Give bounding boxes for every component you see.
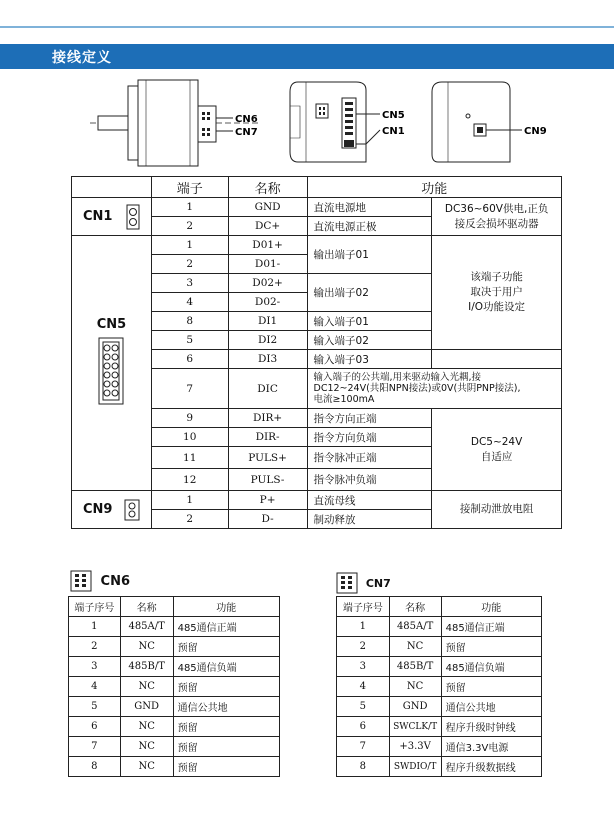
cn9-note: 接制动泄放电阻 <box>432 491 562 529</box>
cn1-cell <box>72 198 152 236</box>
table-row <box>69 637 280 657</box>
table-row <box>69 657 280 677</box>
table-row <box>337 697 542 717</box>
table-row: 12 PULS- 指令脉冲负端 <box>72 469 562 491</box>
function-text: 预留 <box>173 717 279 737</box>
table-row <box>69 717 280 737</box>
table-row <box>337 617 542 637</box>
signal-name: NC <box>389 677 441 697</box>
function-text: 通信3.3V电源 <box>441 737 541 757</box>
pin-number: 8 <box>69 757 121 777</box>
function-text: 预留 <box>441 677 541 697</box>
driver-front-drawing <box>428 76 553 171</box>
cn1-label: CN1 <box>83 208 113 224</box>
function-text: 程序升级数据线 <box>441 757 541 777</box>
signal-name: 485B/T <box>120 657 173 677</box>
pin-number: 7 <box>69 737 121 757</box>
signal-name: NC <box>120 757 173 777</box>
function-text: 预留 <box>173 677 279 697</box>
table-row <box>69 737 280 757</box>
cn1-note: DC36~60V供电,正负 接反会损坏驱动器 <box>432 198 562 236</box>
table-row: CN5 1 D01+ 输出端子01 该端子功能 取决于用户 I/O功能设定 <box>72 236 562 255</box>
table-row: 5 DI2 输入端子02 <box>72 331 562 350</box>
cn5-fig-label: CN5 <box>382 110 405 121</box>
cn6-table: 端子序号 名称 功能 1 485A/T 485通信正端 2 NC 预留 3 485B/T 485通信负端 4 NC 预留 5 GND 通信公共地 6 NC 预留 7 NC 预留 8 NC 预留 <box>68 596 280 777</box>
function-text: 预留 <box>441 637 541 657</box>
table-row <box>337 737 542 757</box>
pin-number: 1 <box>337 617 390 637</box>
function-text: 通信公共地 <box>173 697 279 717</box>
signal-name: NC <box>120 677 173 697</box>
top-divider <box>0 26 614 28</box>
cn7-title-text: CN7 <box>365 576 391 590</box>
header-function: 功能 <box>307 177 561 198</box>
table-row: 6 DI3 输入端子03 <box>72 350 562 369</box>
pin-number: 6 <box>69 717 121 737</box>
table-row <box>337 677 542 697</box>
signal-name: +3.3V <box>389 737 441 757</box>
wiring-table-header <box>72 177 562 198</box>
header-name: 名称 <box>228 177 307 198</box>
table-row <box>69 677 280 697</box>
cn5-label: CN5 <box>96 317 127 332</box>
function-text: 485通信负端 <box>441 657 541 677</box>
signal-name: NC <box>120 737 173 757</box>
function-text: 预留 <box>173 637 279 657</box>
table-row <box>337 637 542 657</box>
function-text: 485通信正端 <box>173 617 279 637</box>
pin-number: 2 <box>337 637 390 657</box>
cn5-io-note: 该端子功能 取决于用户 I/O功能设定 <box>432 236 562 350</box>
motor-side-drawing <box>88 76 268 171</box>
table-row <box>69 697 280 717</box>
cn1-fig-label: CN1 <box>382 126 405 137</box>
table-row <box>337 657 542 677</box>
function-text: 485通信负端 <box>173 657 279 677</box>
pin-number: 8 <box>337 757 390 777</box>
pin-number: 5 <box>69 697 121 717</box>
cn1-connector-icon <box>126 204 140 230</box>
pin-number: 2 <box>69 637 121 657</box>
table-row <box>69 757 280 777</box>
cn5-connector-icon <box>96 336 126 406</box>
signal-name: 485A/T <box>389 617 441 637</box>
signal-name: 485A/T <box>120 617 173 637</box>
signal-name: SWCLK/T <box>389 717 441 737</box>
function-text: 485通信正端 <box>441 617 541 637</box>
pin-number: 7 <box>337 737 390 757</box>
signal-name: NC <box>120 637 173 657</box>
pin-number: 6 <box>337 717 390 737</box>
table-row <box>337 757 542 777</box>
cn6-connector-icon <box>70 570 92 592</box>
header-terminal: 端子 <box>151 177 228 198</box>
pin-number: 4 <box>69 677 121 697</box>
cn7-fig-label: CN7 <box>235 127 258 138</box>
table-row: 2 D01- <box>72 255 562 274</box>
signal-name: NC <box>389 637 441 657</box>
pin-number: 1 <box>69 617 121 637</box>
wiring-table <box>71 176 562 529</box>
cn6-fig-label: CN6 <box>235 114 258 125</box>
cn6-title-text: CN6 <box>100 573 130 589</box>
cn5-cell <box>72 236 152 491</box>
cn6-title <box>70 570 130 592</box>
pin-number: 3 <box>69 657 121 677</box>
table-row: 3 D02+ 输出端子02 <box>72 274 562 293</box>
table-row: 11 PULS+ 指令脉冲正端 <box>72 447 562 469</box>
table-row: 4 D02- <box>72 293 562 312</box>
cn9-connector-icon <box>124 499 140 521</box>
table-row: 7 DIC 输入端子的公共端,用来驱动输入光耦,接 DC12~24V(共阳NPN接法)或0V(共阴PNP接法), 电流≥100mA <box>72 369 562 409</box>
signal-name: NC <box>120 717 173 737</box>
cn7-table: 端子序号 名称 功能 1 485A/T 485通信正端 2 NC 预留 3 485B/T 485通信负端 4 NC 预留 5 GND 通信公共地 6 SWCLK/T 程序升级时钟线 7 +3.3V 通信3.3V电源 8 SWDIO/T 程序升级数据线 <box>336 596 542 777</box>
pin-number: 3 <box>337 657 390 677</box>
driver-back-drawing <box>286 76 426 171</box>
table-row: 2 D- 制动释放 <box>72 510 562 529</box>
signal-name: GND <box>389 697 441 717</box>
function-text: 预留 <box>173 757 279 777</box>
dic-function: 输入端子的公共端,用来驱动输入光耦,接 DC12~24V(共阳NPN接法)或0V(共阴PNP接法), 电流≥100mA <box>307 369 561 409</box>
table-row <box>69 617 280 637</box>
table-row: 9 DIR+ 指令方向正端 DC5~24V 自适应 <box>72 409 562 428</box>
cn9-cell <box>72 491 152 529</box>
cn7-connector-icon <box>336 572 358 594</box>
function-text: 预留 <box>173 737 279 757</box>
table-row: CN1 1 GND 直流电源地 DC36~60V供电,正负 接反会损坏驱动器 <box>72 198 562 217</box>
table-row: 8 DI1 输入端子01 <box>72 312 562 331</box>
pin-number: 4 <box>337 677 390 697</box>
table-row: 10 DIR- 指令方向负端 <box>72 428 562 447</box>
signal-name: 485B/T <box>389 657 441 677</box>
signal-name: SWDIO/T <box>389 757 441 777</box>
cn5-pulse-note: DC5~24V 自适应 <box>432 409 562 491</box>
section-header <box>0 44 614 69</box>
pin-number: 5 <box>337 697 390 717</box>
table-row: 2 DC+ 直流电源正极 <box>72 217 562 236</box>
function-text: 程序升级时钟线 <box>441 717 541 737</box>
signal-name: GND <box>120 697 173 717</box>
table-row: CN9 1 P+ 直流母线 接制动泄放电阻 <box>72 491 562 510</box>
cn7-title <box>336 572 391 594</box>
section-title: 接线定义 <box>52 50 112 66</box>
cn9-fig-label: CN9 <box>524 126 547 137</box>
function-text: 通信公共地 <box>441 697 541 717</box>
cn9-label: CN9 <box>83 501 113 517</box>
table-row <box>337 717 542 737</box>
